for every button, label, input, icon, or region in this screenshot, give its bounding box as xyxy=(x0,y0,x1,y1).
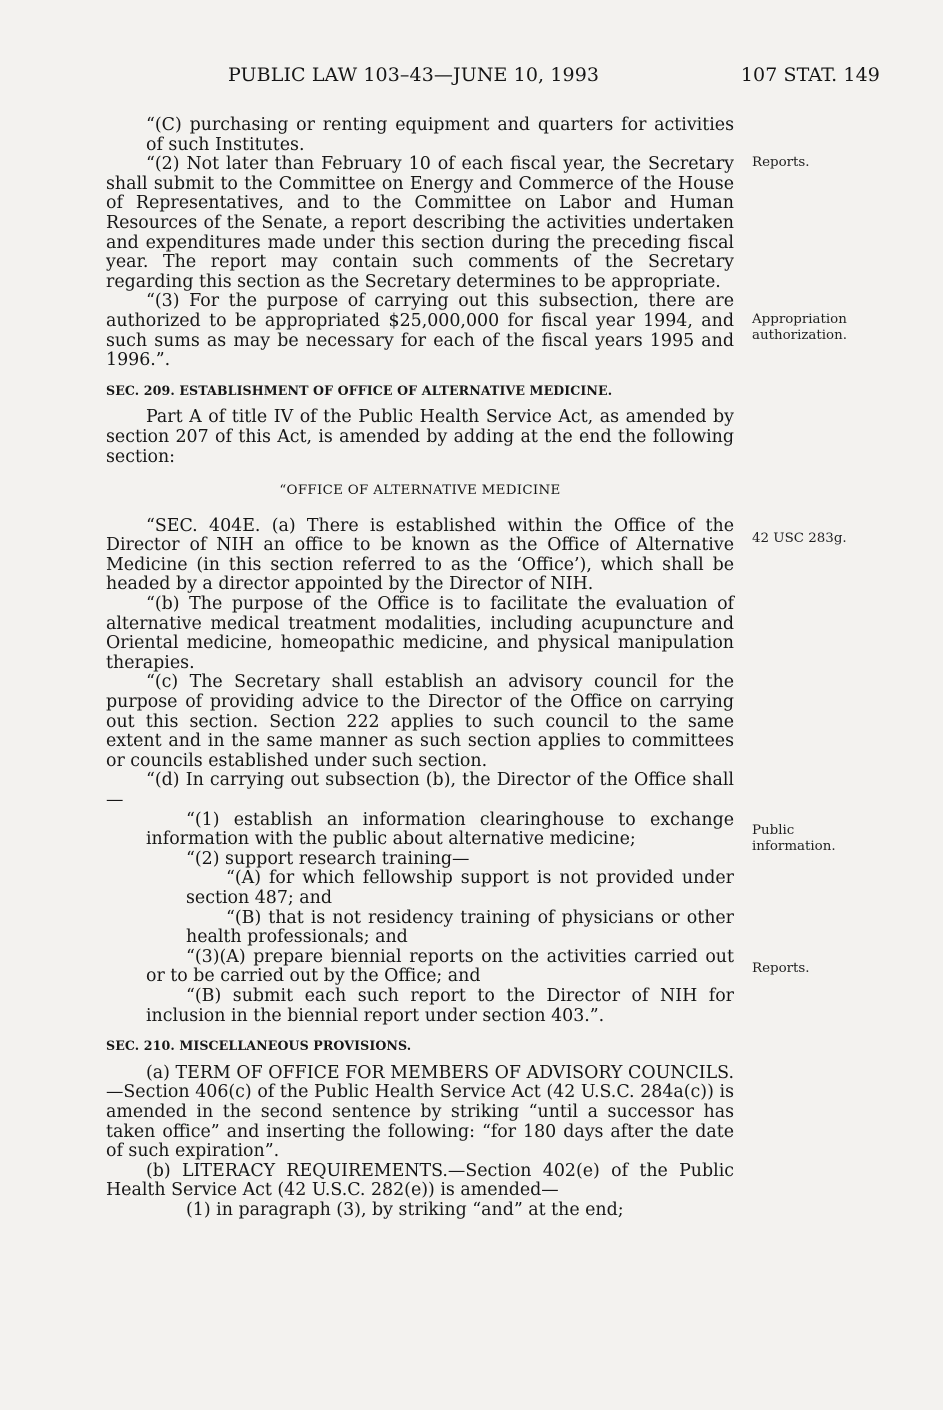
paragraph: “SEC. 404E. (a) There is established within the Office of the Director of NIH an office to be known as the Office of Alternative Medicine (in this section referred to as the ‘Office’), which shall be headed by a director appointed by the Director of NIH. xyxy=(106,515,734,595)
paragraph: “(3) For the purpose of carrying out this subsection, there are authorized to be appropriated $25,000,000 for fiscal year 1994, and such sums as may be necessary for each of the fiscal years 1995 and 1996.”. xyxy=(106,291,734,371)
paragraph: “(B) that is not residency training of physicians or other health professionals; and xyxy=(186,907,734,948)
page-header xyxy=(228,64,880,90)
paragraph: “(b) The purpose of the Office is to facilitate the evaluation of alternative medical treatment modalities, including acupuncture and Oriental medicine, homeopathic medicine, and physical manipulation therapies. xyxy=(106,594,734,673)
document-body xyxy=(106,116,734,1220)
paragraph: (1) in paragraph (3), by striking “and” at the end; xyxy=(186,1199,624,1220)
header-page-number: 107 STAT. 149 xyxy=(740,64,880,86)
paragraph: “(c) The Secretary shall establish an advisory council for the purpose of providing advice to the Director of the Office on carrying out this section. Section 222 applies to such council to the same extent and in the same manner as such section applies to committees or councils established under such section. xyxy=(106,672,734,771)
paragraph: “(2) Not later than February 10 of each fiscal year, the Secretary shall submit to the Committee on Energy and Commerce of the House of Representatives, and to the Committee on Labor and Human Resources of the Senate, a report describing the activities undertaken and expenditures made under this section during the preceding fiscal year. The report may contain such comments of the Secretary regarding this section as the Secretary determines to be appropriate. xyxy=(106,154,734,292)
paragraph: “(B) submit each such report to the Director of NIH for inclusion in the biennial report under section 403.”. xyxy=(146,985,734,1026)
paragraph: “(C) purchasing or renting equipment and quarters for activities of such Institutes. xyxy=(146,115,734,155)
margin-note: Appropriation authorization. xyxy=(752,312,848,343)
paragraph: “(d) In carrying out subsection (b), the Director of the Office shall— xyxy=(106,770,734,810)
margin-note: Reports. xyxy=(752,961,810,976)
paragraph: Part A of title IV of the Public Health Service Act, as amended by section 207 of this Act, is amended by adding at the end the following section: xyxy=(106,407,734,467)
paragraph: “(1) establish an information clearinghouse to exchange information with the public about alternative medicine; xyxy=(146,809,734,850)
subsection-title: “OFFICE OF ALTERNATIVE MEDICINE xyxy=(279,483,561,499)
section-heading: SEC. 209. ESTABLISHMENT OF OFFICE OF ALTERNATIVE MEDICINE. xyxy=(106,382,613,398)
paragraph: “(3)(A) prepare biennial reports on the activities carried out or to be carried out by the Office; and xyxy=(146,946,734,987)
paragraph: (a) TERM OF OFFICE FOR MEMBERS OF ADVISORY COUNCILS.—Section 406(c) of the Public Health Service Act (42 U.S.C. 284a(c)) is amended in the second sentence by striking “until a successor has taken office” and inserting the following: “for 180 days after the date of such expiration”. xyxy=(106,1062,734,1162)
section-heading: SEC. 210. MISCELLANEOUS PROVISIONS. xyxy=(106,1038,412,1054)
margin-note: Reports. xyxy=(752,155,810,170)
margin-note: Public information. xyxy=(752,823,836,854)
paragraph: (b) LITERACY REQUIREMENTS.—Section 402(e) of the Public Health Service Act (42 U.S.C. 282(e)) is amended— xyxy=(106,1160,734,1201)
paragraph: “(2) support research training— xyxy=(186,848,470,869)
header-title: PUBLIC LAW 103–43—JUNE 10, 1993 xyxy=(228,64,600,86)
margin-note: 42 USC 283g. xyxy=(752,531,847,546)
paragraph: “(A) for which fellowship support is not provided under section 487; and xyxy=(186,868,734,908)
